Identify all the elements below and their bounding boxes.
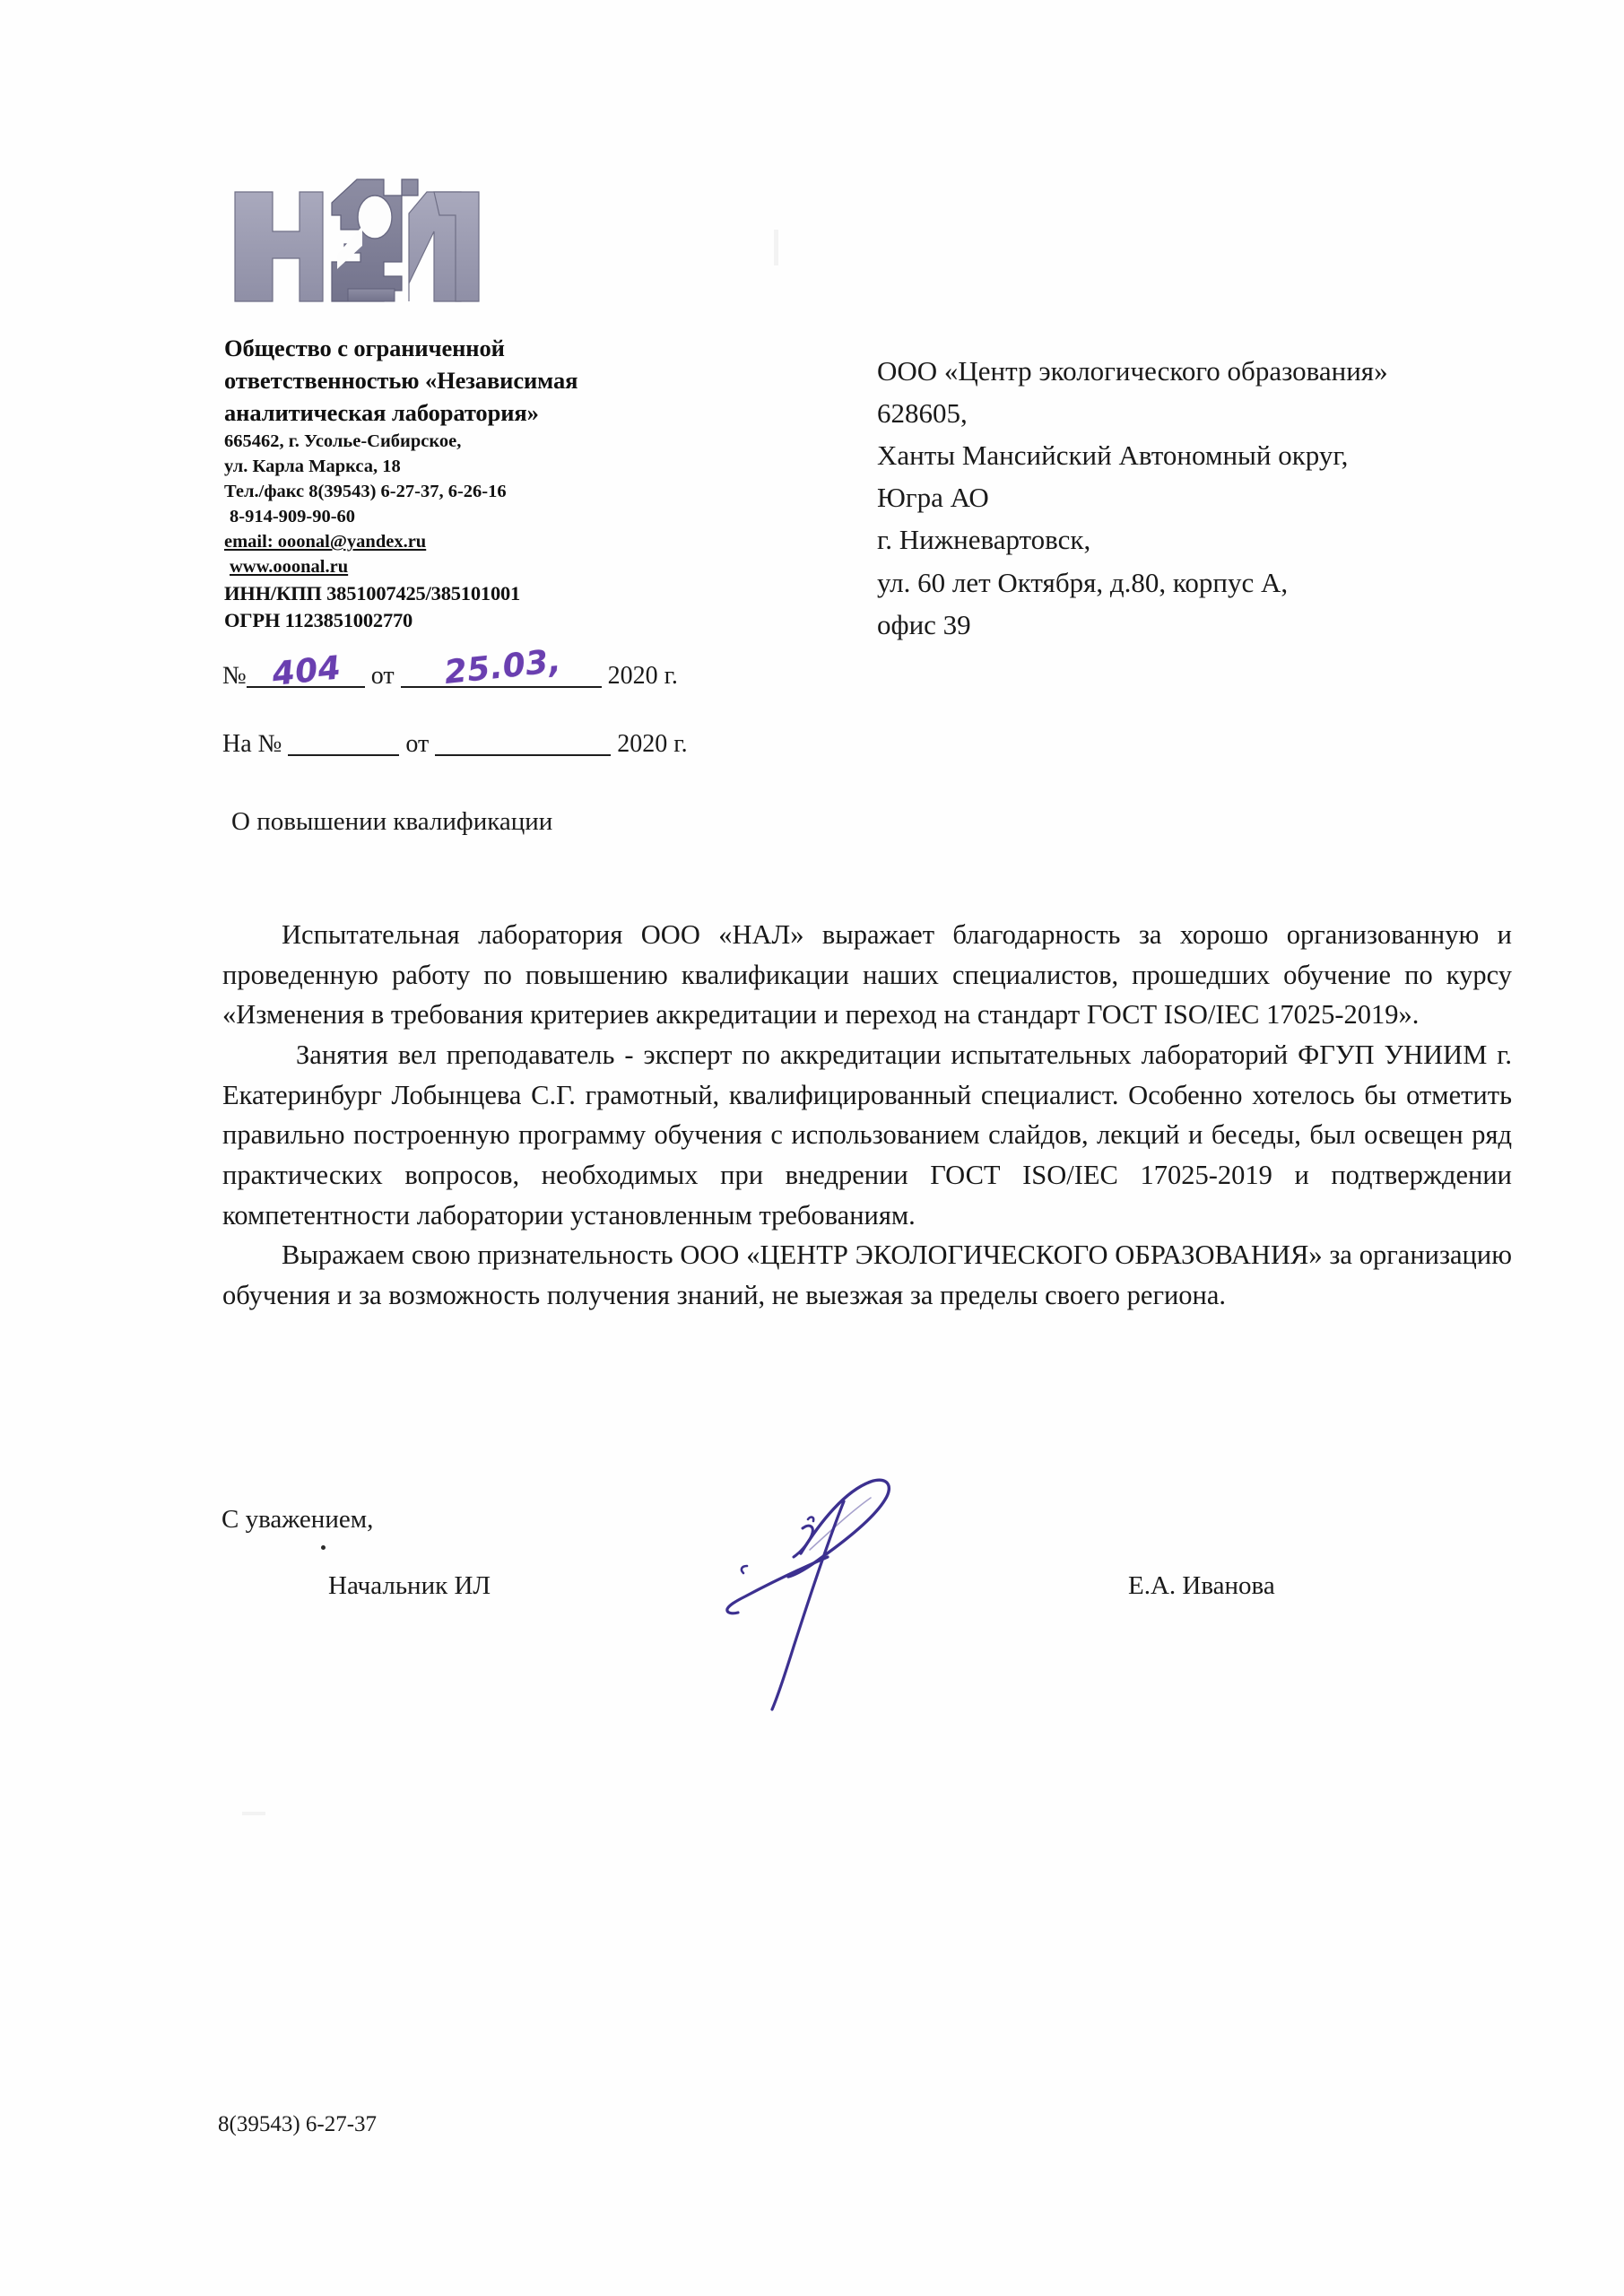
company-logo <box>226 176 488 312</box>
footer-phone: 8(39543) 6-27-37 <box>218 2112 378 2136</box>
addressee-city: г. Нижневартовск, <box>877 524 1091 556</box>
incoming-number-rule[interactable] <box>288 754 399 756</box>
letter-subject: О повышении квалификации <box>231 807 553 836</box>
addressee-postal-code: 628605, <box>877 397 968 430</box>
company-address-line-2: ул. Карла Маркса, 18 <box>224 457 401 477</box>
addressee-okrug: Югра АО <box>877 482 989 514</box>
company-ogrn: ОГРН 1123851002770 <box>224 609 413 632</box>
scan-artifact <box>774 230 778 265</box>
outgoing-date-rule[interactable] <box>401 686 602 688</box>
company-phone-fax: Тел./факс 8(39543) 6-27-37, 6-26-16 <box>224 482 507 502</box>
signer-name: Е.А. Иванова <box>1128 1571 1275 1600</box>
outgoing-reference-row <box>222 642 850 718</box>
letter-body <box>222 915 1512 1316</box>
company-name-line-2: ответственностью «Независимая <box>224 367 578 395</box>
reference-number-block <box>222 642 850 773</box>
handwritten-outgoing-number: 404 <box>270 649 343 693</box>
company-mobile-phone: 8-914-909-90-60 <box>230 507 356 527</box>
addressee-region: Ханты Мансийский Автономный округ, <box>877 439 1349 472</box>
handwritten-outgoing-date: 25.03, <box>442 642 563 691</box>
stray-dot-mark <box>321 1545 326 1550</box>
closing-regards: С уважением, <box>221 1505 374 1534</box>
incoming-from-label: от <box>405 730 430 758</box>
signer-role: Начальник ИЛ <box>328 1571 491 1600</box>
incoming-year-label: 2020 г. <box>617 730 688 758</box>
company-website[interactable]: www.ooonal.ru <box>230 557 349 578</box>
company-inn-kpp: ИНН/КПП 3851007425/385101001 <box>224 581 521 604</box>
outgoing-year-label: 2020 г. <box>607 662 678 690</box>
scan-artifact <box>242 1812 265 1815</box>
incoming-reference-row <box>222 730 850 786</box>
outgoing-from-label: от <box>370 662 395 690</box>
outgoing-number-label: № <box>222 662 247 690</box>
addressee-block <box>877 350 1576 646</box>
company-name-line-1: Общество с ограниченной <box>224 335 505 361</box>
addressee-street: ул. 60 лет Октября, д.80, корпус А, <box>877 566 1289 598</box>
company-address-line-1: 665462, г. Усолье-Сибирское, <box>224 431 462 452</box>
body-paragraph-3: Выражаем свою признательность ООО «ЦЕНТР ЭКОЛОГИЧЕСКОГО ОБРАЗОВАНИЯ» за организацию обучения и за возможность получения знаний, не выезжая за пределы своего региона. <box>222 1239 1512 1311</box>
body-paragraph-1: Испытательная лаборатория ООО «НАЛ» выражает благодарность за хорошо организованную и проведенную работу по повышению квалификации наших специалистов, прошедших обучение по курсу «Изменения в требования критериев аккредитации и переход на стандарт ГОСТ ISO/IEC 17025-2019». <box>222 919 1512 1031</box>
company-name-line-3: аналитическая лаборатория» <box>224 399 539 427</box>
letterhead-block <box>224 332 646 635</box>
company-email[interactable]: email: ooonal@yandex.ru <box>224 532 427 552</box>
addressee-office: офис 39 <box>877 608 971 640</box>
body-paragraph-2: Занятия вел преподаватель - эксперт по аккредитации испытательных лабораторий ФГУП УНИИМ г. Екатеринбург Лобынцева С.Г. грамотный, квалифицированный специалист. Особенно хотелось бы отметить правильно построенную программу обучения с использованием слайдов, лекций и беседы, был освещен ряд практических вопросов, необходимых при внедрении ГОСТ ISO/IEC 17025-2019 и подтверждении компетентности лаборатории установленным требованиям. <box>222 1039 1512 1231</box>
incoming-date-rule[interactable] <box>435 754 611 756</box>
incoming-number-label: На № <box>222 730 282 758</box>
addressee-organization: ООО «Центр экологического образования» <box>877 355 1388 387</box>
handwritten-signature <box>695 1471 937 1749</box>
